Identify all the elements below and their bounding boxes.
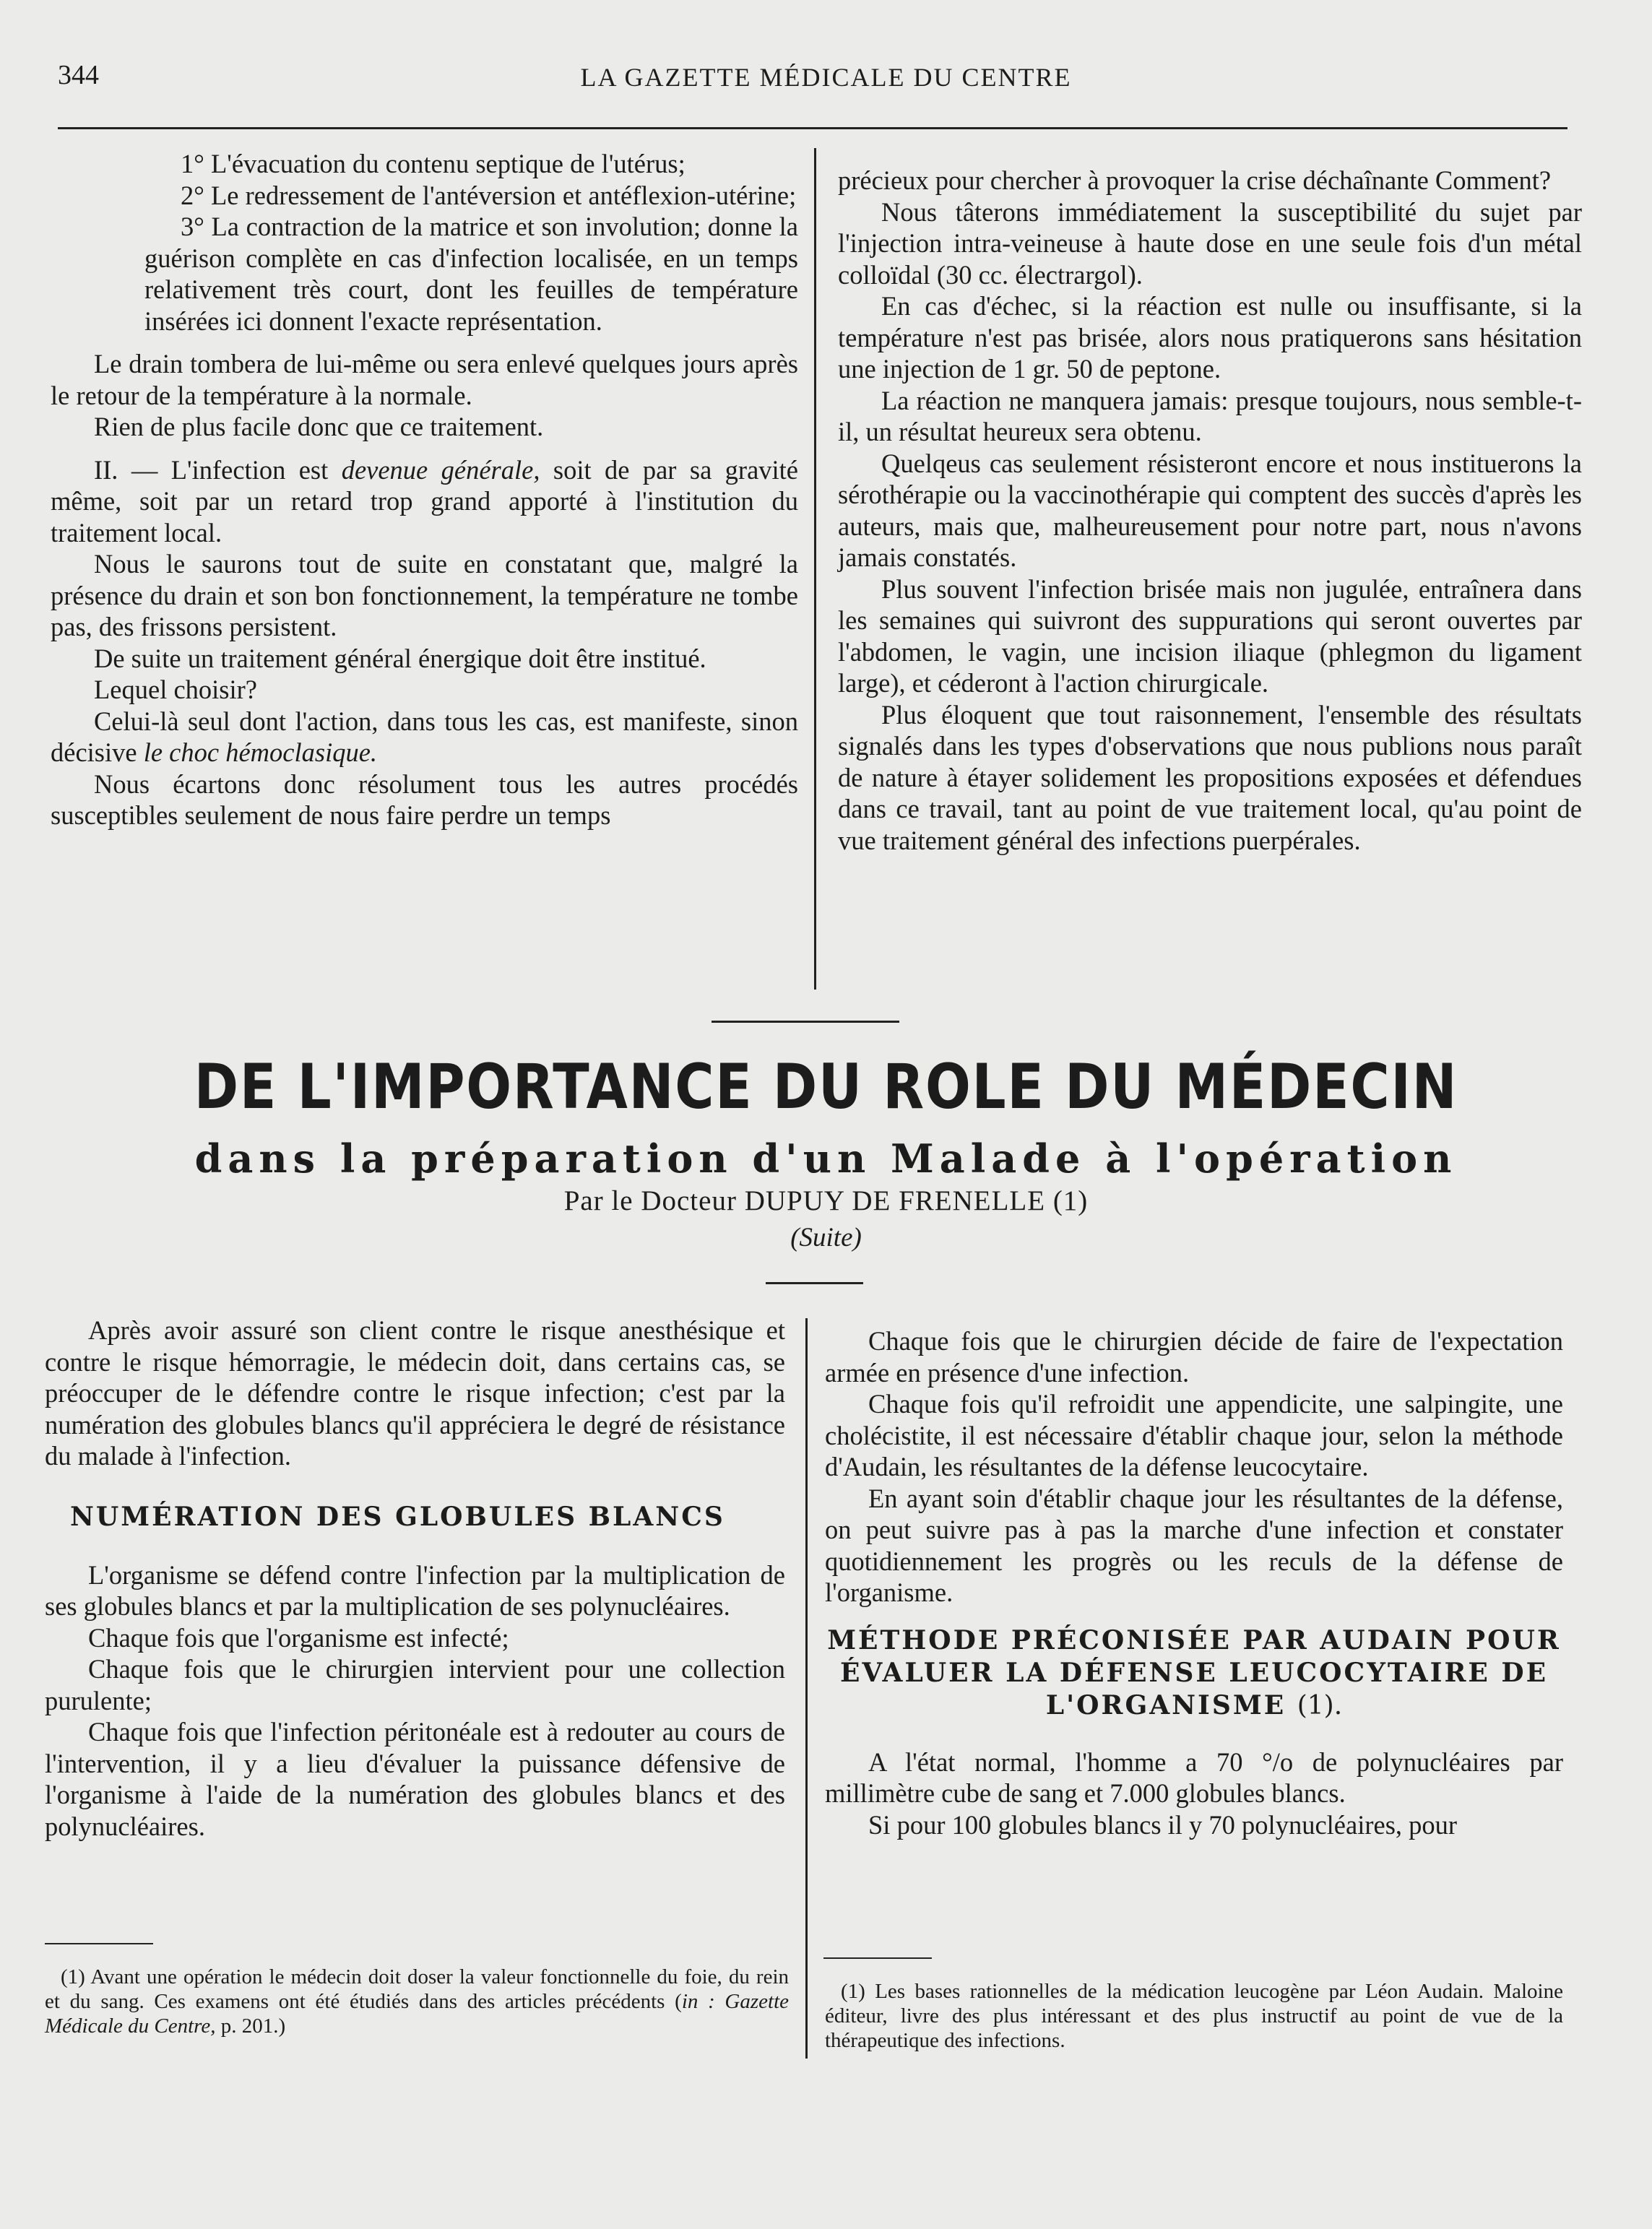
paragraph: Plus éloquent que tout raisonnement, l'ensemble des résultats signalés dans les types d'observations que nous publions nous paraît de nature à étayer solidement les propositions exposées et défendues dans ce travail, tant au point de vue traitement local, qu'au point de vue traitement général des infections puerpérales.: [838, 699, 1582, 855]
roman-numeral-text: II. — L'infection est: [94, 454, 329, 485]
article-byline: Par le Docteur DUPUY DE FRENELLE (1): [563, 1185, 1089, 1216]
column-divider: [805, 1318, 808, 2059]
paragraph: Nous le saurons tout de suite en constatant que, malgré la présence du drain et son bon fonctionnement, la température ne tombe pas, des frissons persistent.: [51, 549, 798, 641]
title-rule-top: [712, 1021, 899, 1023]
paragraph: Rien de plus facile donc que ce traitement.: [94, 412, 544, 441]
page-number: 344: [58, 60, 99, 90]
paragraph: [51, 454, 798, 549]
list-item: 3° La contraction de la matrice et son involution; donne la guérison complète en cas d'infection localisée, en un temps relativement très court, dont les feuilles de température insérées ici donnent l'exacte représentation.: [144, 212, 798, 336]
footnote-rule: [823, 1957, 932, 1959]
footnote-ref: (1).: [1297, 1690, 1343, 1721]
paragraph: Après avoir assuré son client contre le risque anesthésique et contre le risque hémorragie, le médecin doit, dans certains cas, se préoccuper de le défendre contre le risque infection; c'est par la numération des globules blancs qu'il appréciera le degré de résistance du malade à l'infection.: [45, 1315, 785, 1471]
list-item: 1° L'évacuation du contenu septique de l'utérus;: [181, 149, 686, 178]
paragraph: Nous tâterons immédiatement la susceptibilité du sujet par l'injection intra-veineuse à haute dose en une seule fois d'un métal colloïdal (30 cc. électrargol).: [838, 196, 1582, 290]
column-divider: [814, 148, 816, 990]
footnote-rule: [45, 1943, 153, 1944]
footnote-left: [45, 1965, 789, 2038]
paragraph: Lequel choisir?: [94, 675, 258, 704]
article-title: DE L'IMPORTANCE DU ROLE DU MÉDECIN: [194, 1051, 1458, 1123]
footnote-text: [45, 1965, 789, 2038]
emphasis: devenue générale,: [341, 454, 540, 485]
paragraph: L'organisme se défend contre l'infection par la multiplication de ses globules blancs et par la multiplication de ses polynucléaires.: [45, 1559, 785, 1621]
paragraph: Plus souvent l'infection brisée mais non jugulée, entraînera dans les semaines qui suivront des suppurations qui seront ouvertes par l'abdomen, le vagin, une incision iliaque (phlegmon du ligament large), et céderont à l'action chirurgicale.: [838, 574, 1582, 698]
article-continuation: (Suite): [790, 1223, 862, 1252]
paragraph: Si pour 100 globules blancs il y 70 polynucléaires, pour: [868, 1809, 1458, 1840]
footnote-right: [825, 1979, 1563, 2053]
paragraph: En ayant soin d'établir chaque jour les résultantes de la défense, on peut suivre pas à pas la marche d'une infection et constater quotidiennement les progrès ou les reculs de la défense de l'organisme.: [825, 1483, 1563, 1607]
top-left-column: [51, 148, 799, 831]
paragraph: La réaction ne manquera jamais: presque toujours, nous semble-t-il, un résultat heureux sera obtenu.: [838, 385, 1582, 446]
bottom-right-column: [825, 1325, 1563, 1840]
footnote-text: (1) Les bases rationnelles de la médication leucogène par Léon Audain. Maloine éditeur, livre des plus intéressant et des plus instructif au point de vue de la thérapeutique des infections.: [825, 1980, 1563, 2052]
paragraph: Chaque fois que l'infection péritonéale est à redouter au cours de l'intervention, il y a lieu d'évaluer la puissance défensive de l'organisme à l'aide de la numération des globules blancs et des polynucléaires.: [45, 1717, 785, 1841]
paragraph: A l'état normal, l'homme a 70 °/o de polynucléaires par millimètre cube de sang et 7.000 globules blancs.: [825, 1747, 1563, 1808]
paragraph-text: Celui-là seul dont l'action, dans tous les cas, est manifeste, sinon décisive: [51, 706, 798, 767]
paragraph: Chaque fois qu'il refroidit une appendicite, une salpingite, une cholécistite, il est nécessaire d'établir chaque jour, selon la méthode d'Audain, les résultantes de la défense leucocytaire.: [825, 1389, 1563, 1481]
top-right-column: [838, 165, 1582, 856]
paragraph: Chaque fois que le chirurgien intervient pour une collection purulente;: [45, 1654, 785, 1715]
paragraph: Nous écartons donc résolument tous les autres procédés susceptibles seulement de nous faire perdre un temps: [51, 769, 798, 830]
paragraph: [51, 706, 798, 769]
article-subtitle: dans la préparation d'un Malade à l'opération: [194, 1135, 1458, 1182]
paragraph: Quelqeus cas seulement résisteront encore et nous instituerons la sérothérapie ou la vaccinothérapie qui comptent des succès d'après les auteurs, mais que, malheureusement pour notre part, nous n'avons jamais constatés.: [838, 448, 1582, 572]
emphasis: le choc hémoclasique.: [143, 737, 378, 767]
bottom-left-column: [45, 1315, 785, 1842]
footnote-citation: in : Gazette Médicale du Centre,: [45, 1990, 789, 2038]
paragraph: Chaque fois que l'organisme est infecté;: [88, 1622, 509, 1653]
section-heading: NUMÉRATION DES GLOBULES BLANCS: [70, 1501, 725, 1532]
paragraph: précieux pour chercher à provoquer la crise déchaînante Comment?: [838, 165, 1552, 195]
title-rule-bottom: [766, 1282, 863, 1284]
paragraph-tail: soit de par sa gravité même, soit par un retard trop grand apporté à l'institution du traitement local.: [51, 454, 799, 547]
section-heading-text: MÉTHODE PRÉCONISÉE PAR AUDAIN POUR ÉVALUER LA DÉFENSE LEUCOCYTAIRE DE L'ORGANISME: [827, 1624, 1561, 1721]
footnote-text-b: p. 201.): [215, 2014, 286, 2038]
footnote-text-a: (1) Avant une opération le médecin doit doser la valeur fonctionnelle du foie, du rein et du sang. Ces examens ont été étudiés dans des articles précédents (: [45, 1965, 789, 2013]
paragraph: Le drain tombera de lui-même ou sera enlevé quelques jours après le retour de la température à la normale.: [51, 349, 798, 410]
paragraph: En cas d'échec, si la réaction est nulle ou insuffisante, si la température n'est pas brisée, alors nous pratiquerons sans hésitation une injection de 1 gr. 50 de peptone.: [838, 291, 1582, 384]
list-item: 2° Le redressement de l'antéversion et antéflexion-utérine;: [181, 180, 797, 210]
section-heading: [825, 1624, 1563, 1722]
paragraph: Chaque fois que le chirurgien décide de faire de l'expectation armée en présence d'une infection.: [825, 1326, 1563, 1388]
running-head: LA GAZETTE MÉDICALE DU CENTRE: [580, 63, 1072, 92]
paragraph: De suite un traitement général énergique doit être institué.: [94, 643, 706, 673]
header-rule: [58, 127, 1567, 129]
